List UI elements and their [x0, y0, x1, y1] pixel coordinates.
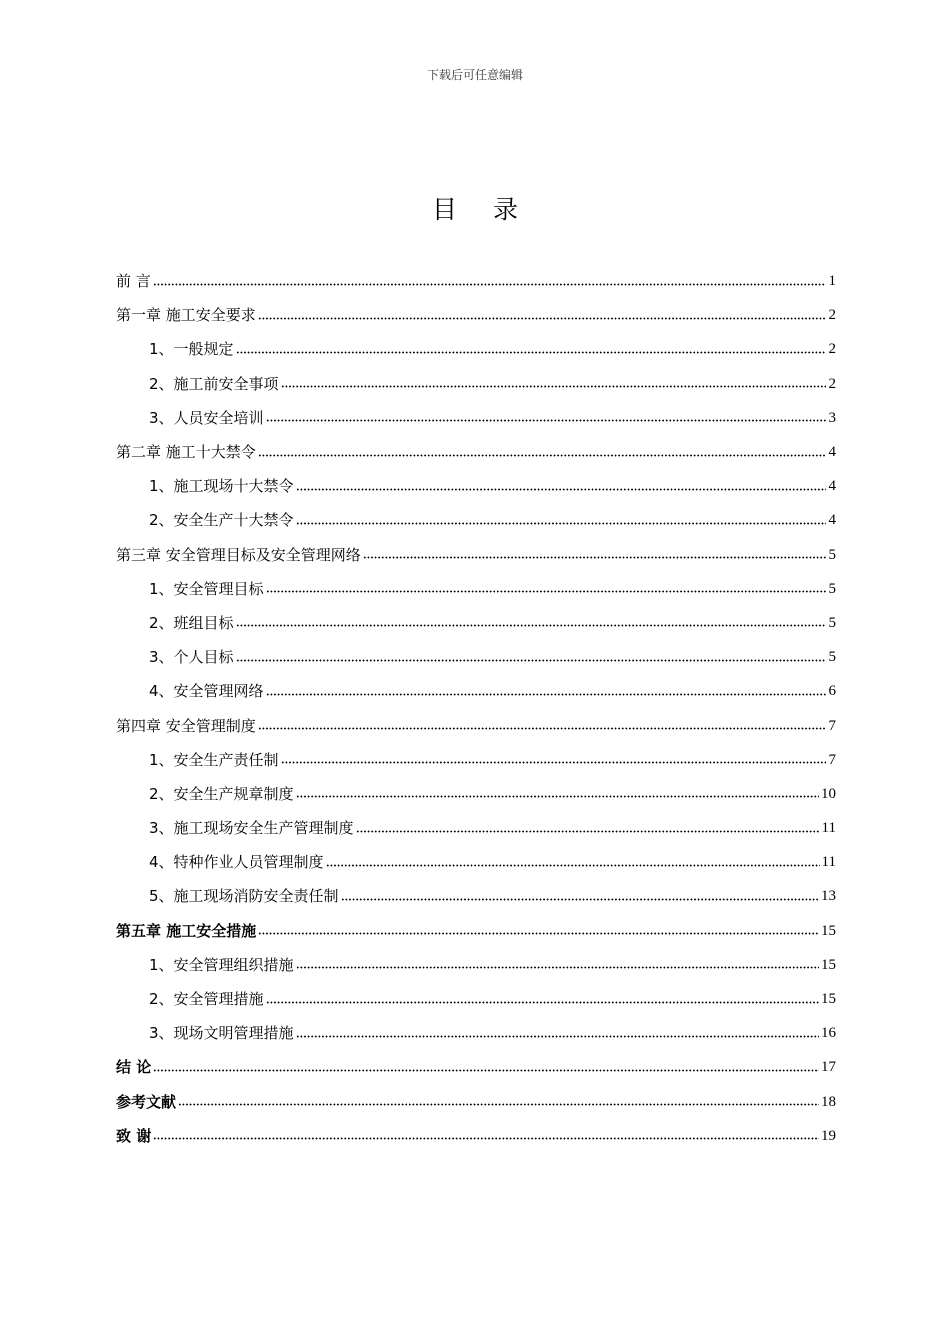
toc-entry-section[interactable]	[116, 572, 836, 606]
toc-entry-page-number: 15	[821, 991, 836, 1008]
dot-leader	[236, 346, 826, 358]
dot-leader	[356, 825, 820, 837]
toc-entry-section[interactable]	[116, 982, 836, 1016]
toc-entry-label: 2、安全生产规章制度	[149, 784, 294, 803]
toc-entry-label: 1、安全管理目标	[149, 579, 264, 598]
dot-leader	[266, 415, 826, 427]
dot-leader	[236, 620, 826, 632]
toc-entry-page-number: 4	[828, 444, 836, 461]
dot-leader	[266, 688, 826, 700]
header-note: 下载后可任意编辑	[426, 68, 523, 82]
toc-entry-chapter[interactable]	[116, 298, 836, 332]
toc-entry-chapter[interactable]	[116, 538, 836, 572]
toc-entry-page-number: 5	[828, 614, 836, 631]
toc-entry-section[interactable]	[116, 674, 836, 708]
toc-entry-page-number: 11	[821, 820, 836, 837]
toc-entry-label: 1、施工现场十大禁令	[149, 477, 294, 496]
toc-entry-label: 结 论	[116, 1058, 152, 1077]
toc-entry-chapter[interactable]	[116, 1050, 836, 1084]
dot-leader	[281, 757, 826, 769]
toc-entry-section[interactable]	[116, 811, 836, 845]
dot-leader	[258, 449, 826, 461]
toc-entry-label: 1、安全生产责任制	[149, 750, 279, 769]
toc-entry-label: 4、安全管理网络	[149, 682, 264, 701]
dot-leader	[341, 893, 819, 905]
toc-entry-label: 第三章 安全管理目标及安全管理网络	[116, 545, 361, 564]
toc-entry-label: 致 谢	[116, 1126, 152, 1145]
toc-entry-chapter[interactable]	[116, 914, 836, 948]
toc-entry-label: 4、特种作业人员管理制度	[149, 853, 324, 872]
toc-entry-section[interactable]	[116, 469, 836, 503]
toc-entry-label: 2、安全生产十大禁令	[149, 511, 294, 530]
toc-entry-page-number: 5	[828, 580, 836, 597]
dot-leader	[326, 859, 820, 871]
toc-entry-label: 5、施工现场消防安全责任制	[149, 887, 339, 906]
dot-leader	[258, 928, 819, 940]
toc-entry-section[interactable]	[116, 401, 836, 435]
dot-leader	[153, 1133, 819, 1145]
toc-entry-page-number: 7	[828, 717, 836, 734]
toc-entry-chapter[interactable]	[116, 1119, 836, 1153]
dot-leader	[266, 996, 819, 1008]
dot-leader	[296, 1030, 819, 1042]
toc-entry-page-number: 18	[821, 1093, 836, 1110]
toc-entry-label: 第一章 施工安全要求	[116, 306, 256, 325]
dot-leader	[178, 1099, 819, 1111]
toc-entry-section[interactable]	[116, 743, 836, 777]
toc-entry-page-number: 15	[821, 922, 836, 939]
dot-leader	[258, 312, 826, 324]
toc-entry-section[interactable]	[116, 640, 836, 674]
dot-leader	[258, 723, 826, 735]
toc-entry-page-number: 3	[828, 409, 836, 426]
toc-entry-label: 2、班组目标	[149, 613, 234, 632]
toc-entry-label: 2、施工前安全事项	[149, 374, 279, 393]
toc-entry-page-number: 5	[828, 649, 836, 666]
toc-entry-label: 参考文献	[116, 1092, 177, 1111]
dot-leader	[296, 517, 826, 529]
toc-entry-label: 前 言	[116, 272, 151, 291]
toc-entry-page-number: 5	[828, 546, 836, 563]
toc-entry-section[interactable]	[116, 948, 836, 982]
toc-entry-section[interactable]	[116, 606, 836, 640]
toc-entry-section[interactable]	[116, 1016, 836, 1050]
toc-entry-chapter[interactable]	[116, 435, 836, 469]
toc-entry-label: 1、一般规定	[149, 340, 234, 359]
dot-leader	[266, 586, 826, 598]
toc-entry-section[interactable]	[116, 332, 836, 366]
toc-entry-label: 第二章 施工十大禁令	[116, 443, 256, 462]
toc-entry-label: 1、安全管理组织措施	[149, 955, 294, 974]
toc-entry-page-number: 4	[828, 478, 836, 495]
toc-entry-page-number: 7	[828, 751, 836, 768]
toc-entry-section[interactable]	[116, 879, 836, 913]
toc-entry-label: 第五章 施工安全措施	[116, 921, 257, 940]
toc-entry-page-number: 13	[821, 888, 836, 905]
toc-entry-page-number: 10	[821, 785, 836, 802]
toc-entry-page-number: 2	[828, 307, 836, 324]
dot-leader	[296, 483, 826, 495]
toc-entry-section[interactable]	[116, 503, 836, 537]
dot-leader	[363, 552, 826, 564]
toc-entry-chapter[interactable]	[116, 264, 836, 298]
toc-entry-section[interactable]	[116, 845, 836, 879]
toc-entry-page-number: 4	[828, 512, 836, 529]
toc-entry-section[interactable]	[116, 777, 836, 811]
toc-entry-page-number: 17	[821, 1059, 836, 1076]
dot-leader	[236, 654, 826, 666]
dot-leader	[296, 962, 819, 974]
toc-entry-page-number: 2	[828, 341, 836, 358]
dot-leader	[153, 1064, 819, 1076]
page-title: 目 录	[432, 195, 532, 224]
toc-entry-label: 3、个人目标	[149, 648, 234, 667]
toc-entry-page-number: 11	[821, 854, 836, 871]
toc-entry-page-number: 16	[821, 1025, 836, 1042]
toc-entry-label: 第四章 安全管理制度	[116, 716, 256, 735]
toc-entry-section[interactable]	[116, 367, 836, 401]
dot-leader	[296, 791, 819, 803]
table-of-contents	[116, 264, 836, 1153]
toc-entry-label: 3、施工现场安全生产管理制度	[149, 819, 354, 838]
toc-entry-page-number: 19	[821, 1127, 836, 1144]
toc-entry-chapter[interactable]	[116, 708, 836, 742]
dot-leader	[281, 381, 826, 393]
toc-entry-label: 3、现场文明管理措施	[149, 1024, 294, 1043]
toc-entry-page-number: 6	[828, 683, 836, 700]
toc-entry-page-number: 2	[828, 375, 836, 392]
toc-entry-label: 3、人员安全培训	[149, 408, 264, 427]
toc-entry-label: 2、安全管理措施	[149, 990, 264, 1009]
toc-entry-page-number: 15	[821, 956, 836, 973]
toc-entry-chapter[interactable]	[116, 1085, 836, 1119]
dot-leader	[153, 278, 826, 290]
toc-entry-page-number: 1	[828, 273, 836, 290]
